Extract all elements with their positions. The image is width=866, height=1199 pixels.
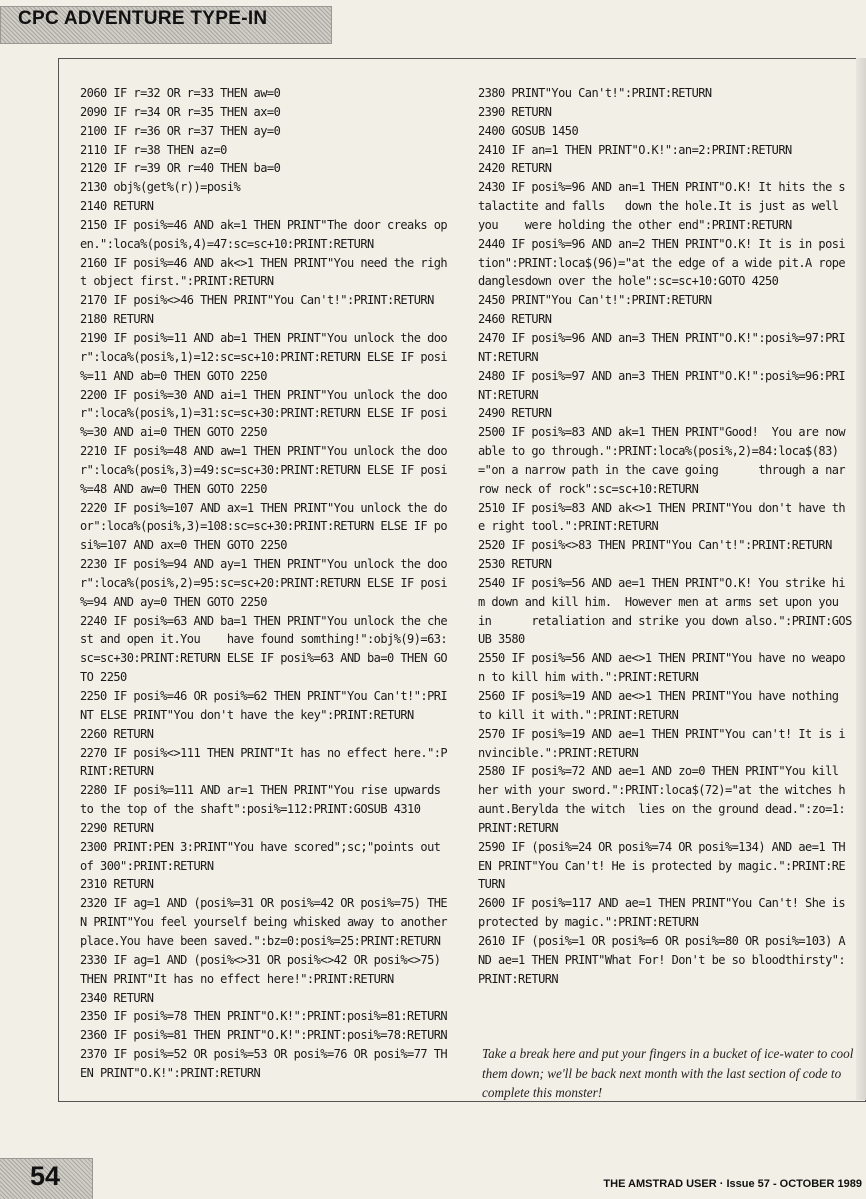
code-line: 2400 GOSUB 1450 [478, 123, 579, 138]
code-line: r":loca%(posi%,1)=31:sc=sc+30:PRINT:RETURN ELSE IF posi [80, 406, 448, 421]
code-line: in retaliation and strike you down also.":PRINT:GOS [478, 613, 852, 628]
code-line: EN PRINT"You Can't! He is protected by magic.":PRINT:RE [478, 858, 846, 873]
code-line: 2200 IF posi%=30 AND ai=1 THEN PRINT"You unlock the doo [80, 387, 448, 402]
code-column-right [478, 84, 864, 989]
code-line: m down and kill him. However men at arms set upon you [478, 594, 839, 609]
code-line: ="on a narrow path in the cave going through a nar [478, 462, 846, 477]
code-line: protected by magic.":PRINT:RETURN [478, 915, 699, 930]
code-line: 2600 IF posi%=117 AND ae=1 THEN PRINT"You Can't! She is [478, 896, 846, 911]
code-line: 2150 IF posi%=46 AND ak=1 THEN PRINT"The door creaks op [80, 217, 448, 232]
page-number: 54 [30, 1161, 61, 1191]
code-line: 2380 PRINT"You Can't!":PRINT:RETURN [478, 86, 712, 100]
code-line: 2550 IF posi%=56 AND ae<>1 THEN PRINT"You have no weapo [478, 651, 846, 666]
code-line: ND ae=1 THEN PRINT"What For! Don't be so bloodthirsty": [478, 952, 846, 967]
code-line: 2490 RETURN [478, 406, 552, 421]
footer-credit [603, 1178, 862, 1190]
code-line: 2290 RETURN [80, 820, 154, 835]
code-line: 2180 RETURN [80, 312, 154, 327]
code-line: 2520 IF posi%<>83 THEN PRINT"You Can't!":PRINT:RETURN [478, 538, 832, 553]
code-line: e right tool.":PRINT:RETURN [478, 519, 659, 534]
code-line: PRINT:RETURN [478, 820, 559, 835]
code-line: 2580 IF posi%=72 AND ae=1 AND zo=0 THEN PRINT"You kill [478, 764, 839, 779]
code-line: 2420 RETURN [478, 161, 552, 176]
code-line: 2140 RETURN [80, 199, 154, 214]
code-line: 2100 IF r=36 OR r=37 THEN ay=0 [80, 123, 281, 138]
code-line: row neck of rock":sc=sc+10:RETURN [478, 481, 699, 496]
code-line: 2440 IF posi%=96 AND an=2 THEN PRINT"O.K! It is in posi [478, 236, 846, 251]
code-line: talactite and falls down the hole.It is just as well [478, 199, 839, 214]
code-line: EN PRINT"O.K!":PRINT:RETURN [80, 1065, 261, 1080]
code-line: 2250 IF posi%=46 OR posi%=62 THEN PRINT"You Can't!":PRI [80, 689, 448, 703]
code-line: 2110 IF r=38 THEN az=0 [80, 142, 227, 157]
code-line: r":loca%(posi%,2)=95:sc=sc+20:PRINT:RETURN ELSE IF posi [80, 575, 448, 590]
code-line: 2350 IF posi%=78 THEN PRINT"O.K!":PRINT:posi%=81:RETURN [80, 1009, 448, 1024]
code-line: 2470 IF posi%=96 AND an=3 THEN PRINT"O.K!":posi%=97:PRI [478, 330, 846, 345]
code-line: %=30 AND ai=0 THEN GOTO 2250 [80, 425, 267, 440]
code-line: 2360 IF posi%=81 THEN PRINT"O.K!":PRINT:posi%=78:RETURN [80, 1028, 448, 1043]
code-line: 2120 IF r=39 OR r=40 THEN ba=0 [80, 161, 281, 176]
code-line: 2320 IF ag=1 AND (posi%=31 OR posi%=42 OR posi%=75) THE [80, 896, 448, 911]
code-line: able to go through.":PRINT:loca%(posi%,2)=84:loca$(83) [478, 444, 839, 459]
code-line: 2190 IF posi%=11 AND ab=1 THEN PRINT"You unlock the doo [80, 330, 448, 345]
code-line: 2280 IF posi%=111 AND ar=1 THEN PRINT"You rise upwards [80, 783, 441, 798]
code-line: 2540 IF posi%=56 AND ae=1 THEN PRINT"O.K! You strike hi [478, 575, 846, 590]
code-line: to the top of the shaft":posi%=112:PRINT:GOSUB 4310 [80, 802, 421, 817]
code-line: 2160 IF posi%=46 AND ak<>1 THEN PRINT"You need the righ [80, 255, 448, 270]
code-line: THEN PRINT"It has no effect here!":PRINT:RETURN [80, 971, 394, 986]
code-line: 2270 IF posi%<>111 THEN PRINT"It has no effect here.":P [80, 745, 448, 760]
code-line: NT:RETURN [478, 387, 539, 402]
code-line: 2230 IF posi%=94 AND ay=1 THEN PRINT"You unlock the doo [80, 557, 448, 572]
footer-separator: · [719, 1178, 724, 1190]
code-line: her with your sword.":PRINT:loca$(72)="at the witches h [478, 783, 846, 798]
code-line: %=11 AND ab=0 THEN GOTO 2250 [80, 368, 267, 383]
code-line: 2480 IF posi%=97 AND an=3 THEN PRINT"O.K!":posi%=96:PRI [478, 368, 846, 383]
code-line: r":loca%(posi%,3)=49:sc=sc+30:PRINT:RETURN ELSE IF posi [80, 462, 448, 477]
code-line: 2170 IF posi%<>46 THEN PRINT"You Can't!":PRINT:RETURN [80, 293, 434, 308]
code-line: %=48 AND aw=0 THEN GOTO 2250 [80, 481, 267, 496]
code-line: 2430 IF posi%=96 AND an=1 THEN PRINT"O.K! It hits the s [478, 180, 846, 195]
code-line: 2300 PRINT:PEN 3:PRINT"You have scored";sc;"points out [80, 839, 441, 854]
code-line: TO 2250 [80, 670, 127, 685]
code-line: 2240 IF posi%=63 AND ba=1 THEN PRINT"You unlock the che [80, 613, 448, 628]
code-line: 2570 IF posi%=19 AND ae=1 THEN PRINT"You can't! It is i [478, 726, 846, 741]
code-line: you were holding the other end":PRINT:RETURN [478, 217, 792, 232]
code-line: t object first.":PRINT:RETURN [80, 274, 274, 289]
code-line: tion":PRINT:loca$(96)="at the edge of a wide pit.A rope [478, 255, 846, 270]
code-line: 2090 IF r=34 OR r=35 THEN ax=0 [80, 104, 281, 119]
code-line: NT:RETURN [478, 349, 539, 364]
code-line: 2370 IF posi%=52 OR posi%=53 OR posi%=76 OR posi%=77 TH [80, 1047, 448, 1062]
code-line: or":loca%(posi%,3)=108:sc=sc+30:PRINT:RETURN ELSE IF po [80, 519, 448, 534]
code-line: UB 3580 [478, 632, 525, 647]
code-line: si%=107 AND ax=0 THEN GOTO 2250 [80, 538, 287, 553]
code-line: 2500 IF posi%=83 AND ak=1 THEN PRINT"Good! You are now [478, 425, 846, 440]
code-line: 2220 IF posi%=107 AND ax=1 THEN PRINT"You unlock the do [80, 500, 448, 515]
code-line: N PRINT"You feel yourself being whisked away to another [80, 915, 448, 930]
code-line: 2610 IF (posi%=1 OR posi%=6 OR posi%=80 OR posi%=103) A [478, 933, 846, 948]
code-line: of 300":PRINT:RETURN [80, 858, 214, 873]
code-line: 2260 RETURN [80, 726, 154, 741]
issue-info: Issue 57 - OCTOBER 1989 [726, 1178, 862, 1190]
code-line: r":loca%(posi%,1)=12:sc=sc+10:PRINT:RETURN ELSE IF posi [80, 349, 448, 364]
code-line: 2210 IF posi%=48 AND aw=1 THEN PRINT"You unlock the doo [80, 444, 448, 459]
code-line: 2410 IF an=1 THEN PRINT"O.K!":an=2:PRINT:RETURN [478, 142, 792, 157]
code-line: place.You have been saved.":bz=0:posi%=25:PRINT:RETURN [80, 933, 441, 948]
code-line: 2060 IF r=32 OR r=33 THEN aw=0 [80, 86, 281, 100]
code-line: PRINT:RETURN [478, 971, 559, 986]
code-line: 2130 obj%(get%(r))=posi% [80, 180, 241, 195]
code-column-left [80, 84, 456, 1083]
code-line: 2330 IF ag=1 AND (posi%<>31 OR posi%<>42 OR posi%<>75) [80, 952, 441, 967]
publication-name: THE AMSTRAD USER [603, 1178, 717, 1190]
code-line: 2510 IF posi%=83 AND ak<>1 THEN PRINT"You don't have th [478, 500, 846, 515]
code-line: TURN [478, 877, 505, 892]
code-line: %=94 AND ay=0 THEN GOTO 2250 [80, 594, 267, 609]
code-line: 2340 RETURN [80, 990, 154, 1005]
code-line: NT ELSE PRINT"You don't have the key":PRINT:RETURN [80, 707, 414, 722]
code-line: 2390 RETURN [478, 104, 552, 119]
code-line: 2460 RETURN [478, 312, 552, 327]
page-title: CPC ADVENTURE TYPE-IN [18, 8, 268, 29]
code-line: aunt.Berylda the witch lies on the ground dead.":zo=1: [478, 802, 846, 817]
code-line: st and open it.You have found somthing!":obj%(9)=63: [80, 632, 448, 647]
code-line: to kill it with.":PRINT:RETURN [478, 707, 679, 722]
code-line: sc=sc+30:PRINT:RETURN ELSE IF posi%=63 AND ba=0 THEN GO [80, 651, 448, 666]
code-line: n to kill him with.":PRINT:RETURN [478, 670, 699, 685]
code-line: 2530 RETURN [478, 557, 552, 572]
code-line: RINT:RETURN [80, 764, 154, 779]
code-line: nvincible.":PRINT:RETURN [478, 745, 639, 760]
code-line: 2310 RETURN [80, 877, 154, 892]
code-line: 2450 PRINT"You Can't!":PRINT:RETURN [478, 293, 712, 308]
code-line: 2560 IF posi%=19 AND ae<>1 THEN PRINT"You have nothing [478, 689, 839, 703]
code-line: en.":loca%(posi%,4)=47:sc=sc+10:PRINT:RETURN [80, 236, 374, 251]
code-line: danglesdown over the hole":sc=sc+10:GOTO 4250 [478, 274, 779, 289]
code-line: 2590 IF (posi%=24 OR posi%=74 OR posi%=134) AND ae=1 TH [478, 839, 846, 854]
closing-note: Take a break here and put your fingers in a bucket of ice-water to cool them down; we'll be back next month with the last section of code to complete this monster! [482, 1046, 854, 1100]
